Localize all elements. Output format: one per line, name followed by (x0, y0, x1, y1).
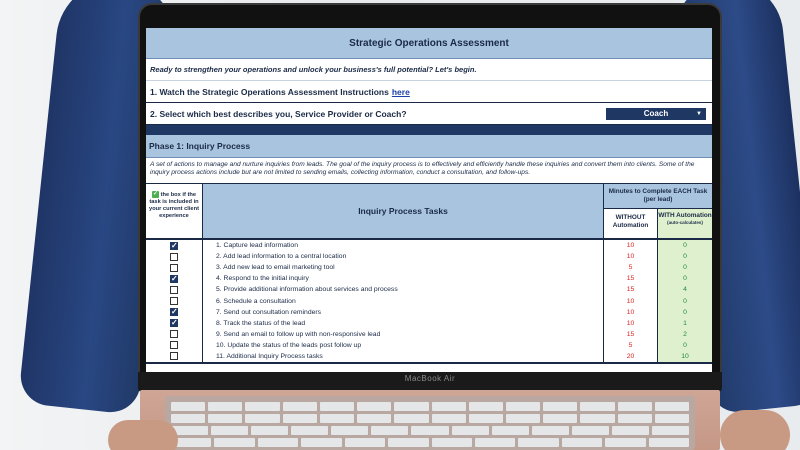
with-automation-header (658, 209, 712, 238)
intro-text: Ready to strengthen your operations and unlock your business's full potential? Let's begin. (146, 59, 712, 81)
task-checkbox-cell (146, 240, 203, 251)
without-automation-header: WITHOUT Automation (604, 209, 658, 238)
task-checkbox[interactable] (170, 319, 178, 327)
minutes-with-automation: 0 (658, 307, 712, 318)
task-label: 8. Track the status of the lead (203, 318, 604, 329)
table-row (146, 307, 712, 318)
minutes-without-automation[interactable]: 20 (604, 351, 658, 362)
task-label: 3. Add new lead to email marketing tool (203, 262, 604, 273)
laptop-screen (146, 28, 712, 372)
task-label: 11. Additional Inquiry Process tasks (203, 351, 604, 362)
minutes-with-automation: 0 (658, 273, 712, 284)
check-column-header (146, 184, 203, 238)
green-check-icon: ✓ (152, 191, 159, 197)
table-row (146, 262, 712, 273)
task-label: 1. Capture lead information (203, 240, 604, 251)
minutes-without-automation[interactable]: 5 (604, 262, 658, 273)
task-checkbox-cell (146, 307, 203, 318)
table-row (146, 251, 712, 262)
role-dropdown-value: Coach (643, 109, 669, 118)
task-checkbox-cell (146, 351, 203, 362)
task-label: 4. Respond to the initial inquiry (203, 273, 604, 284)
table-row (146, 295, 712, 306)
step-2-label: 2. Select which best describes you, Service Provider or Coach? (150, 108, 407, 119)
tasks-column-header: Inquiry Process Tasks (203, 184, 604, 238)
instructions-link[interactable]: here (391, 86, 410, 97)
phase-description: A set of actions to manage and nurture inquiries from leads. The goal of the inquiry process is to effectively and efficiently handle these inquiries and convert them into clients. Some of the inquiry process actions include but are not limited to sending emails, collecting information, conduct a consultation, and follow-ups. (146, 158, 712, 184)
minutes-without-automation[interactable]: 10 (604, 307, 658, 318)
step-1-row (146, 81, 712, 103)
task-table-body (146, 240, 712, 362)
task-checkbox[interactable] (170, 308, 178, 316)
laptop-chin (138, 372, 722, 392)
minutes-without-automation[interactable]: 10 (604, 318, 658, 329)
task-checkbox[interactable] (170, 275, 178, 283)
task-checkbox-cell (146, 262, 203, 273)
task-label: 5. Provide additional information about services and process (203, 284, 604, 295)
minutes-with-automation: 2 (658, 329, 712, 340)
person-right-hand (720, 410, 790, 450)
minutes-with-automation: 0 (658, 251, 712, 262)
step-2-row (146, 103, 712, 125)
minutes-without-automation[interactable]: 15 (604, 329, 658, 340)
table-row (146, 351, 712, 362)
chevron-down-icon: ▼ (696, 111, 702, 117)
table-row (146, 284, 712, 295)
table-bottom-border (146, 362, 712, 364)
minutes-without-automation[interactable]: 10 (604, 295, 658, 306)
task-checkbox[interactable] (170, 242, 178, 250)
check-column-header-text: the box if the task is included in your current client experience (149, 192, 199, 219)
task-label: 6. Schedule a consultation (203, 295, 604, 306)
table-row (146, 340, 712, 351)
minutes-with-automation: 0 (658, 340, 712, 351)
task-label: 9. Send an email to follow up with non-responsive lead (203, 329, 604, 340)
minutes-with-automation: 1 (658, 318, 712, 329)
sheet-title: Strategic Operations Assessment (146, 28, 712, 59)
task-checkbox-cell (146, 284, 203, 295)
minutes-with-automation: 4 (658, 284, 712, 295)
task-label: 2. Add lead information to a central location (203, 251, 604, 262)
task-checkbox-cell (146, 273, 203, 284)
task-checkbox-cell (146, 340, 203, 351)
task-checkbox[interactable] (170, 341, 178, 349)
minutes-without-automation[interactable]: 10 (604, 251, 658, 262)
minutes-without-automation[interactable]: 15 (604, 273, 658, 284)
minutes-with-automation: 0 (658, 262, 712, 273)
role-dropdown[interactable] (606, 108, 706, 120)
minutes-with-automation: 10 (658, 351, 712, 362)
minutes-column-header: Minutes to Complete EACH Task (per lead) (604, 184, 712, 209)
auto-calculates-note: (auto-calculates) (667, 219, 703, 225)
task-table-header (146, 184, 712, 240)
person-left-hand (108, 420, 178, 450)
task-checkbox[interactable] (170, 352, 178, 360)
task-checkbox-cell (146, 295, 203, 306)
task-label: 7. Send out consultation reminders (203, 307, 604, 318)
task-checkbox[interactable] (170, 264, 178, 272)
table-row (146, 318, 712, 329)
table-row (146, 240, 712, 251)
section-divider (146, 125, 712, 135)
task-checkbox[interactable] (170, 297, 178, 305)
table-row (146, 329, 712, 340)
minutes-column-group (604, 184, 712, 238)
task-checkbox-cell (146, 329, 203, 340)
task-checkbox-cell (146, 251, 203, 262)
task-checkbox[interactable] (170, 286, 178, 294)
task-checkbox[interactable] (170, 253, 178, 261)
phase-title: Phase 1: Inquiry Process (146, 135, 712, 158)
step-1-label: 1. Watch the Strategic Operations Assessment Instructions (150, 86, 389, 97)
minutes-without-automation[interactable]: 5 (604, 340, 658, 351)
task-checkbox[interactable] (170, 330, 178, 338)
table-row (146, 273, 712, 284)
laptop-brand-label: MacBook Air (404, 374, 456, 383)
minutes-with-automation: 0 (658, 295, 712, 306)
laptop-keyboard (165, 396, 695, 450)
with-automation-header-text: WITH Automation (658, 212, 712, 219)
minutes-without-automation[interactable]: 10 (604, 240, 658, 251)
minutes-with-automation: 0 (658, 240, 712, 251)
minutes-without-automation[interactable]: 15 (604, 284, 658, 295)
task-checkbox-cell (146, 318, 203, 329)
task-label: 10. Update the status of the leads post follow up (203, 340, 604, 351)
